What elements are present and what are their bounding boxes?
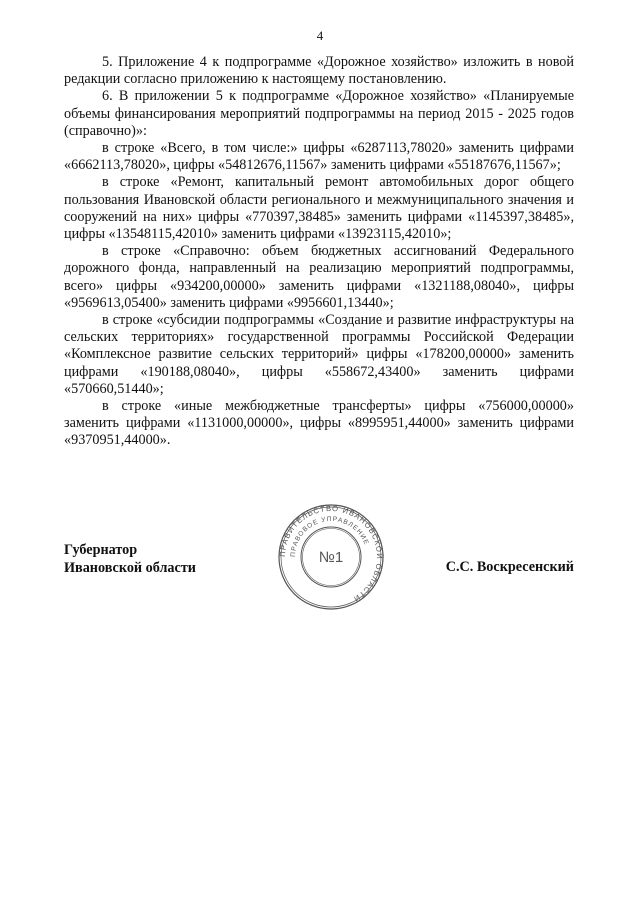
signatory-title-line2: Ивановской области	[64, 559, 196, 576]
paragraph-total-row: в строке «Всего, в том числе:» цифры «6287113,78020» заменить цифрами «6662113,78020», цифры «54812676,11567» заменить цифрами «55187676,11567»;	[64, 140, 574, 174]
paragraph-repair-row: в строке «Ремонт, капитальный ремонт автомобильных дорог общего пользования Ивановской области регионального и межмуниципального значения и сооружений на них» цифры «770397,38485» заменить цифрами «1145397,38485», цифры «13548115,42010» заменить цифрами «13923115,42010»;	[64, 174, 574, 243]
signatory-title	[64, 542, 196, 577]
page-number: 4	[316, 28, 324, 43]
document-body	[64, 54, 574, 450]
official-seal-stamp	[278, 504, 384, 610]
signatory-name: С.С. Воскресенский	[445, 559, 574, 575]
signature-block	[64, 504, 574, 632]
paragraph-subsidies-row: в строке «субсидии подпрограммы «Создание и развитие инфраструктуры на сельских территориях» государственной программы Российской Федерации «Комплексное развитие сельских территорий» цифры «178200,00000» заменить цифрами «190188,08040», цифры «558672,43400» заменить цифрами «570660,51440»;	[64, 312, 574, 397]
stamp-number: №1	[318, 549, 344, 566]
paragraph-item-5: 5. Приложение 4 к подпрограмме «Дорожное хозяйство» изложить в новой редакции согласно приложению к настоящему постановлению.	[64, 54, 574, 88]
paragraph-federal-fund-row: в строке «Справочно: объем бюджетных ассигнований Федерального дорожного фонда, направленный на реализацию мероприятий подпрограммы, всего» цифры «934200,00000» заменить цифрами «1321188,08040», цифры «9569613,05400» заменить цифрами «9956601,13440»;	[64, 243, 574, 311]
paragraph-item-6: 6. В приложении 5 к подпрограмме «Дорожное хозяйство» «Планируемые объемы финансирования мероприятий подпрограммы на период 2015 - 2025 годов (справочно)»:	[64, 88, 574, 139]
signatory-title-line1: Губернатор	[64, 542, 138, 558]
stamp-outer-text: ПРАВИТЕЛЬСТВО ИВАНОВСКОЙ ОБЛАСТИ	[278, 504, 384, 604]
paragraph-transfers-row: в строке «иные межбюджетные трансферты» цифры «756000,00000» заменить цифрами «1131000,00000», цифры «8995951,44000» заменить цифрами «9370951,44000».	[64, 398, 574, 449]
stamp-inner-text: ПРАВОВОЕ УПРАВЛЕНИЕ	[289, 515, 370, 558]
